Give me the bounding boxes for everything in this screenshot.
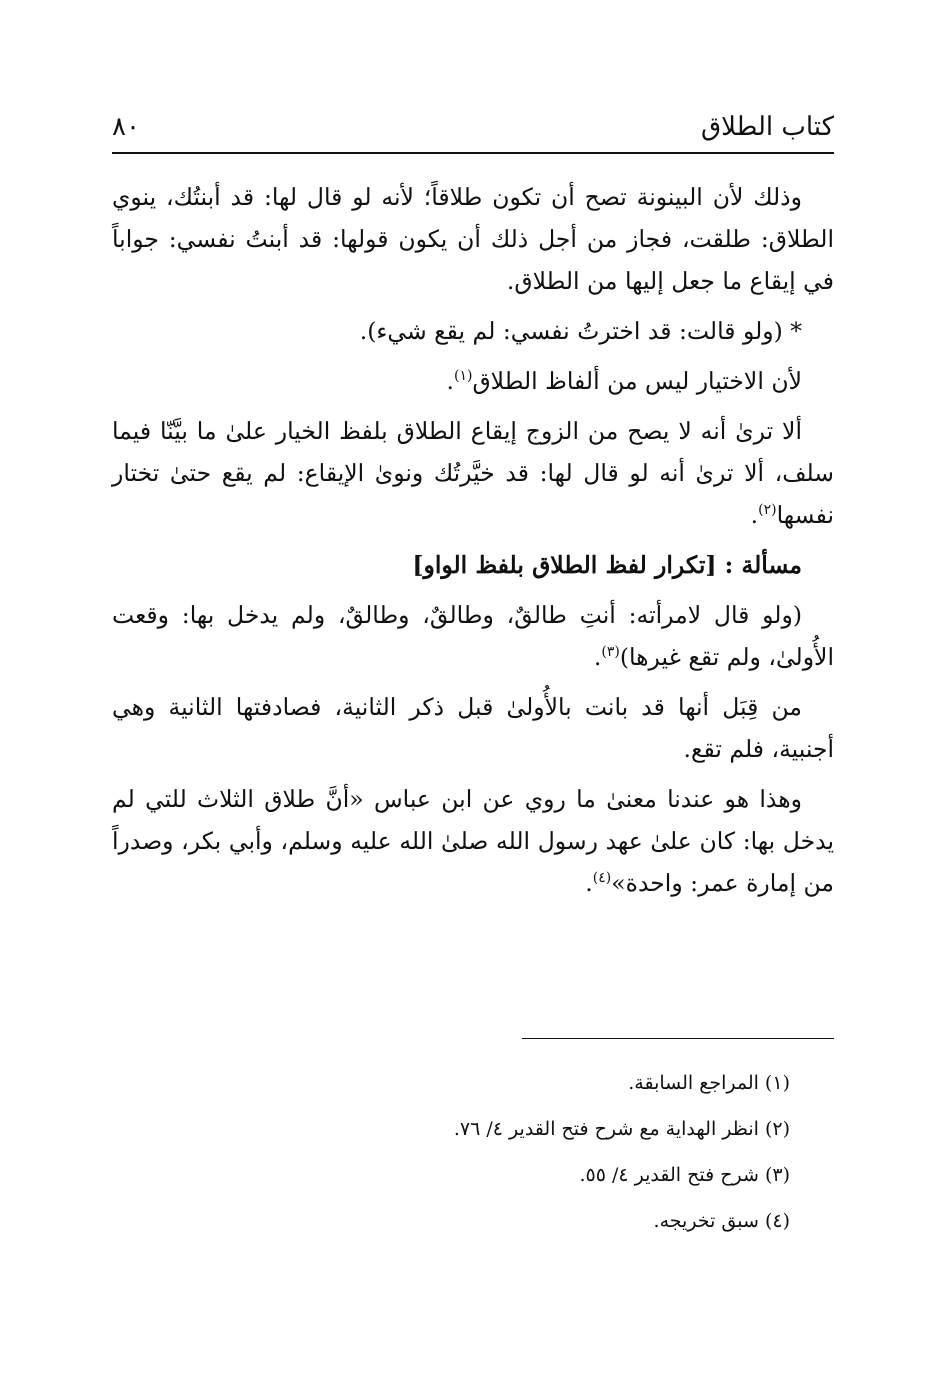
footnote-ref[interactable]: (٤) bbox=[592, 870, 612, 887]
footnote-ref[interactable]: (٢) bbox=[758, 502, 777, 519]
paragraph: من قِبَل أنها قد بانت بالأُولىٰ قبل ذكر الثانية، فصادفتها الثانية وهي أجنبية، فلم تقع. bbox=[112, 693, 834, 763]
quoted-statement: * (ولو قالت: قد اخترتُ نفسي: لم يقع شيء). bbox=[359, 317, 802, 345]
paragraph: وذلك لأن البينونة تصح أن تكون طلاقاً؛ لأنه لو قال لها: قد أبنتُك، ينوي الطلاق: طلقت، فجاز من أجل ذلك أن يكون قولها: قد أبنتُ نفسي: جواباً في إيقاع ما جعل إليها من الطلاق. bbox=[112, 183, 834, 295]
running-title: كتاب الطلاق bbox=[700, 112, 834, 142]
paragraph: ألا ترىٰ أنه لا يصح من الزوج إيقاع الطلاق بلفظ الخيار علىٰ ما بيَّنّا فيما سلف، ألا ترىٰ أنه لو قال لها: قد خيَّرتُك ونوىٰ الإيقاع: لم يقع حتىٰ تختار نفسها$^{(٢)}$. bbox=[112, 417, 834, 529]
footnote: (١) المراجع السابقة. bbox=[628, 1072, 790, 1094]
footnote: (٣) شرح فتح القدير ٤/ ٥٥. bbox=[579, 1164, 790, 1186]
footnotes bbox=[190, 1060, 790, 1244]
quoted-statement: (ولو قال لامرأته: أنتِ طالقٌ، وطالقٌ، وطالقٌ، ولم يدخل بها: وقعت الأُولىٰ، ولم تقع غيرها)$^{(٣)}$. bbox=[112, 601, 834, 671]
footnote-ref[interactable]: (٣) bbox=[601, 644, 620, 661]
paragraph: لأن الاختيار ليس من ألفاظ الطلاق$^{(١)}$. bbox=[446, 367, 802, 395]
page-number: ٨٠ bbox=[112, 112, 140, 142]
footnote: (٤) سبق تخريجه. bbox=[653, 1210, 790, 1232]
footnote-divider bbox=[522, 1038, 834, 1039]
paragraph: وهذا هو عندنا معنىٰ ما روي عن ابن عباس «أنَّ طلاق الثلاث للتي لم يدخل بها: كان علىٰ عهد رسول الله صلىٰ الله عليه وسلم، وأبي بكر، وصدراً من إمارة عمر: واحدة»$^{(٤)}$. bbox=[112, 785, 834, 897]
footnote: (٢) انظر الهداية مع شرح فتح القدير ٤/ ٧٦. bbox=[453, 1118, 790, 1140]
page-header bbox=[112, 112, 834, 154]
footnote-ref[interactable]: (١) bbox=[453, 368, 473, 385]
main-text bbox=[112, 176, 834, 912]
section-heading: مسألة : [تكرار لفظ الطلاق بلفظ الواو] bbox=[412, 551, 802, 579]
